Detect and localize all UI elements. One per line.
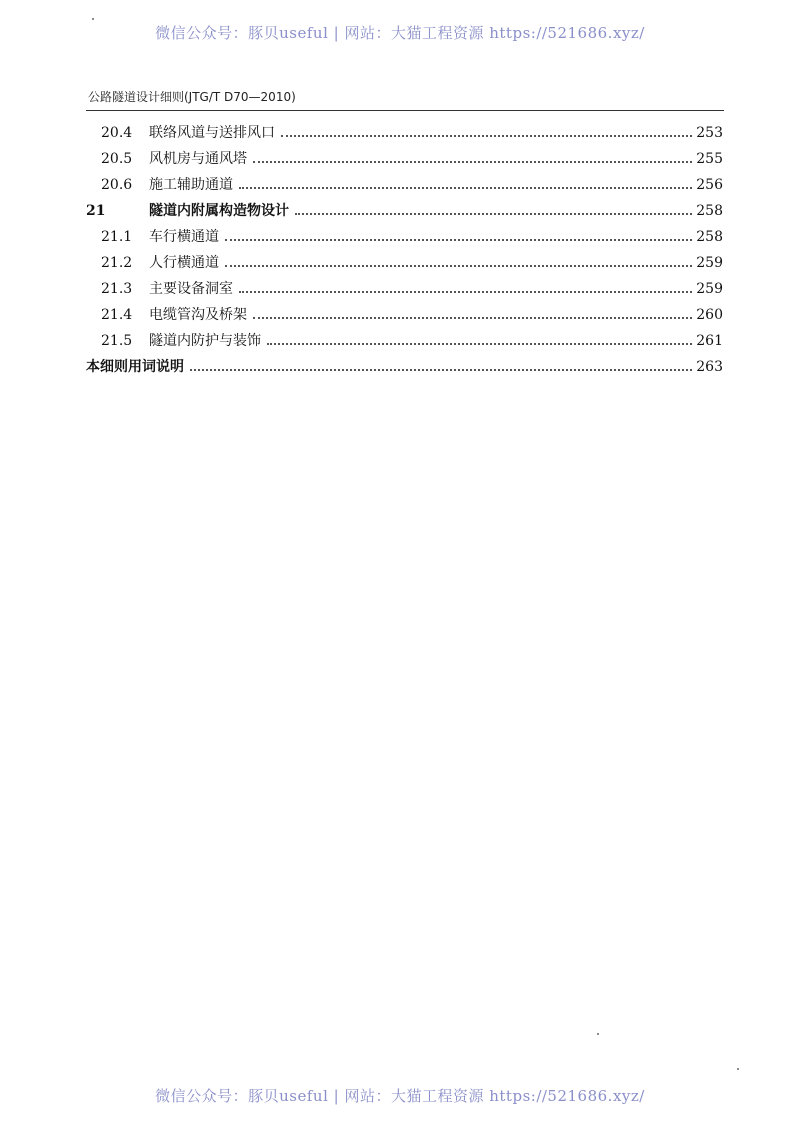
toc-page: 263	[696, 359, 723, 375]
dot-leader	[239, 187, 692, 189]
toc-entry-21-1[interactable]	[86, 224, 723, 250]
toc-chapter-number: 21	[86, 203, 106, 219]
dot-leader	[190, 369, 692, 371]
running-head: 公路隧道设计细则(JTG/T D70—2010)	[88, 90, 296, 104]
dot-leader	[239, 291, 692, 293]
dot-leader	[253, 161, 692, 163]
toc-page: 259	[696, 255, 723, 271]
toc-number: 20.5	[101, 151, 133, 167]
toc-number: 20.4	[101, 125, 133, 141]
toc-title: 施工辅助通道	[149, 177, 233, 193]
dot-leader	[295, 213, 692, 215]
dot-leader	[267, 343, 692, 345]
toc-title: 联络风道与送排风口	[149, 125, 275, 141]
toc-entry-chapter-21[interactable]	[86, 198, 723, 224]
toc-entry-21-4[interactable]	[86, 302, 723, 328]
toc-entry-20-4[interactable]	[86, 120, 723, 146]
toc-entry-20-6[interactable]	[86, 172, 723, 198]
toc-page: 260	[696, 307, 723, 323]
toc-appendix-title: 本细则用词说明	[86, 359, 184, 375]
toc-chapter-title: 隧道内附属构造物设计	[149, 203, 289, 219]
scan-speck	[737, 1068, 739, 1070]
toc-title: 主要设备洞室	[149, 281, 233, 297]
toc-page: 256	[696, 177, 723, 193]
toc-number: 20.6	[101, 177, 133, 193]
toc-page: 259	[696, 281, 723, 297]
toc-entry-21-3[interactable]	[86, 276, 723, 302]
toc-entry-terminology[interactable]	[86, 354, 723, 380]
toc-number: 21.4	[101, 307, 133, 323]
toc-title: 车行横通道	[149, 229, 219, 245]
watermark-bottom: 微信公众号：豚贝useful | 网站：大猫工程资源 https://521686.xyz/	[155, 1087, 645, 1105]
scan-speck	[597, 1033, 599, 1035]
toc-entry-21-2[interactable]	[86, 250, 723, 276]
table-of-contents	[86, 120, 723, 380]
dot-leader	[225, 239, 692, 241]
toc-title: 风机房与通风塔	[149, 151, 247, 167]
toc-page: 253	[696, 125, 723, 141]
toc-number: 21.3	[101, 281, 133, 297]
toc-number: 21.1	[101, 229, 133, 245]
header-rule	[86, 110, 724, 111]
toc-number: 21.5	[101, 333, 133, 349]
toc-page: 258	[696, 229, 723, 245]
toc-title: 电缆管沟及桥架	[149, 307, 247, 323]
toc-title: 人行横通道	[149, 255, 219, 271]
toc-entry-21-5[interactable]	[86, 328, 723, 354]
toc-entry-20-5[interactable]	[86, 146, 723, 172]
toc-page: 258	[696, 203, 723, 219]
watermark-top: 微信公众号：豚贝useful | 网站：大猫工程资源 https://521686.xyz/	[155, 24, 645, 42]
toc-title: 隧道内防护与装饰	[149, 333, 261, 349]
scan-speck	[92, 18, 94, 20]
toc-page: 261	[696, 333, 723, 349]
dot-leader	[281, 135, 692, 137]
dot-leader	[253, 317, 692, 319]
toc-page: 255	[696, 151, 723, 167]
dot-leader	[225, 265, 692, 267]
toc-number: 21.2	[101, 255, 133, 271]
